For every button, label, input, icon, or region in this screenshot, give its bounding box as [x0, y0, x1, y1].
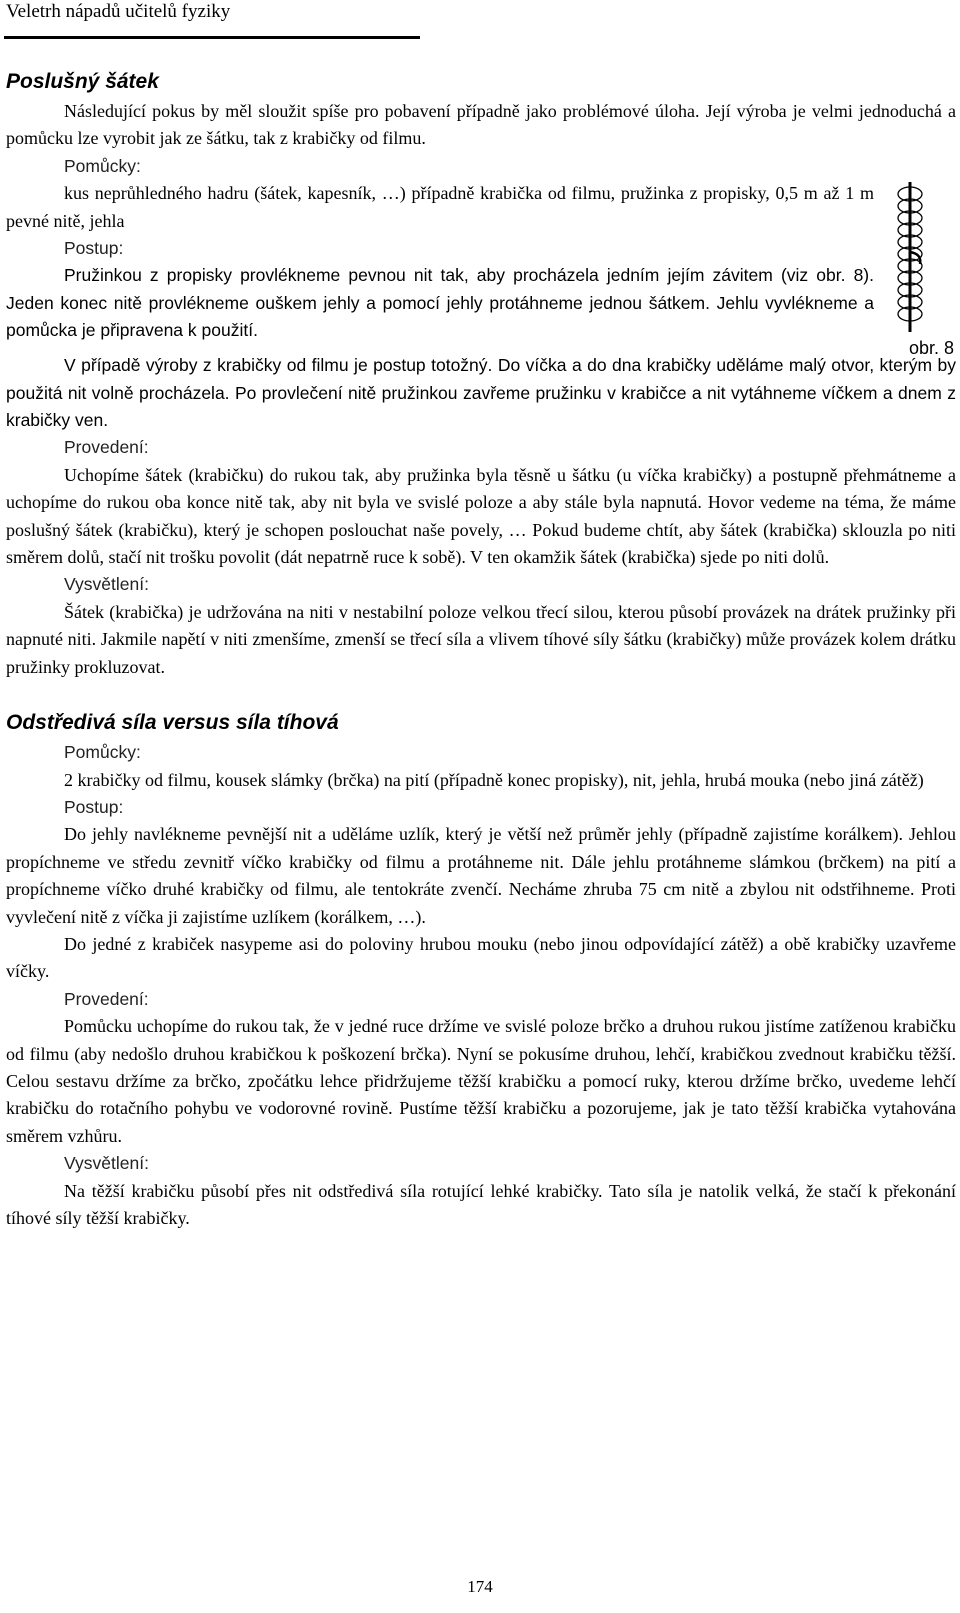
- header-rule: [4, 36, 420, 39]
- pomucky-text-2: 2 krabičky od filmu, kousek slámky (brčka) na pití (případně konec propisky), nit, jehla, hrubá mouka (nebo jiná zátěž): [64, 769, 924, 790]
- section-title-poslusny-satek: Poslušný šátek: [6, 70, 159, 93]
- spring-figure: [880, 182, 956, 359]
- postup-text-2: V případě výroby z krabičky od filmu je postup totožný. Do víčka a do dna krabičky uděláme malý otvor, kterým by použitá nit volně procházela. Po provlečení nitě pružinkou zavřeme pružinku v krabičce a nit vytáhneme víčkem a dnem z krabičky ven.: [6, 355, 956, 431]
- label-vysvetleni-2: Vysvětlení:: [64, 1153, 149, 1174]
- label-postup-2: Postup:: [64, 796, 124, 817]
- label-pomucky: Pomůcky:: [64, 155, 141, 176]
- postup-text-2b: Do jedné z krabiček nasypeme asi do poloviny hrubou mouku (nebo jinou odpovídající zátěž) a obě krabičky uzavřeme víčky.: [6, 933, 956, 982]
- label-vysvetleni: Vysvětlení:: [64, 574, 149, 595]
- provedeni-text-2: Pomůcku uchopíme do rukou tak, že v jedné ruce držíme ve svislé poloze brčko a druhou rukou jistíme zatíženou krabičku od filmu (aby nedošlo druhou krabičkou k poškození brčka). Nyní se pokusíme druhou, lehčí, krabičkou zvednout krabičku těžší. Celou sestavu držíme za brčko, zpočátku lehce přidržujeme těžší krabičku a pomocí ruky, kterou držíme brčko, uvedeme lehčí krabičku do rotačního pohybu ve vodorovné rovině. Pustíme těžší krabičku a pozorujeme, jak je tato těžší krabička vytahována směrem vzhůru.: [6, 1016, 956, 1146]
- page-number: 174: [467, 1577, 493, 1596]
- page-content: [6, 68, 956, 1232]
- label-pomucky-2: Pomůcky:: [64, 742, 141, 763]
- provedeni-text: Uchopíme šátek (krabičku) do rukou tak, aby pružinka byla těsně u šátku (u víčka krabičky) a postupně přehmátneme a uchopíme do rukou oba konce nitě tak, aby nit byla ve svislé poloze a aby stále byla napnutá. Hovor vedeme na téma, že máme poslušný šátek (krabičku), který je schopen poslouchat naše povely, … Pokud budeme chtít, aby šátek (krabička) sklouzla po niti směrem dolů, stačí nit trošku povolit (dát nepatrně ruce k sobě). V ten okamžik šátek (krabička) sjede po niti dolů.: [6, 464, 956, 568]
- spring-icon: [888, 182, 948, 332]
- label-provedeni-2: Provedení:: [64, 988, 149, 1009]
- vysvetleni-text-2: Na těžší krabičku působí přes nit odstředivá síla rotující lehké krabičky. Tato síla je natolik velká, že stačí k překonání tíhové síly těžší krabičky.: [6, 1180, 956, 1228]
- pomucky-text: kus neprůhledného hadru (šátek, kapesník, …) případně krabička od filmu, pružinka z propisky, 0,5 m až 1 m pevné nitě, jehla: [6, 183, 874, 231]
- postup-text-2a: Do jehly navlékneme pevnější nit a uděláme uzlík, který je větší než průměr jehly (případně zajistíme korálkem). Jehlou propíchneme ve středu zevnitř víčko krabičky od filmu a protáhneme nit. Dále jehlu protáhneme slámkou (brčkem) na pití a propíchneme víčko druhé krabičky od filmu, ale tentokráte zvenčí. Necháme zhruba 75 cm nitě a zbylou nit odstřihneme. Proti vyvlečení nitě z víčka ji zajistíme uzlíkem (korálkem, …).: [6, 824, 956, 927]
- figure-caption: obr. 8: [908, 338, 954, 359]
- section-title-odstrediva-sila: Odstředivá síla versus síla tíhová: [6, 711, 339, 735]
- postup-text-1: Pružinkou z propisky provlékneme pevnou nit tak, aby procházela jedním jejím závitem (viz obr. 8). Jeden konec nitě provlékneme ouškem jehly a pomocí jehly protáhneme jednou šátkem. Jehlu vyvlékneme a pomůcka je připravena k použití.: [6, 265, 874, 341]
- label-postup: Postup:: [64, 238, 124, 259]
- label-provedeni: Provedení:: [64, 437, 149, 458]
- vysvetleni-text: Šátek (krabička) je udržována na niti v nestabilní poloze velkou třecí silou, kterou působí provázek na drátek pružinky při napnuté niti. Jakmile napětí v niti zmenšíme, zmenší se třecí síla a vlivem tíhové síly šátku (krabičky) může provázek kolem drátku pružinky prokluzovat.: [6, 601, 956, 677]
- intro-paragraph: Následující pokus by měl sloužit spíše pro pobavení případně jako problémové úloha. Její výroba je velmi jednoduchá a pomůcku lze vyrobit jak ze šátku, tak z krabičky od filmu.: [6, 101, 956, 149]
- running-header: Veletrh nápadů učitelů fyziky: [6, 1, 231, 22]
